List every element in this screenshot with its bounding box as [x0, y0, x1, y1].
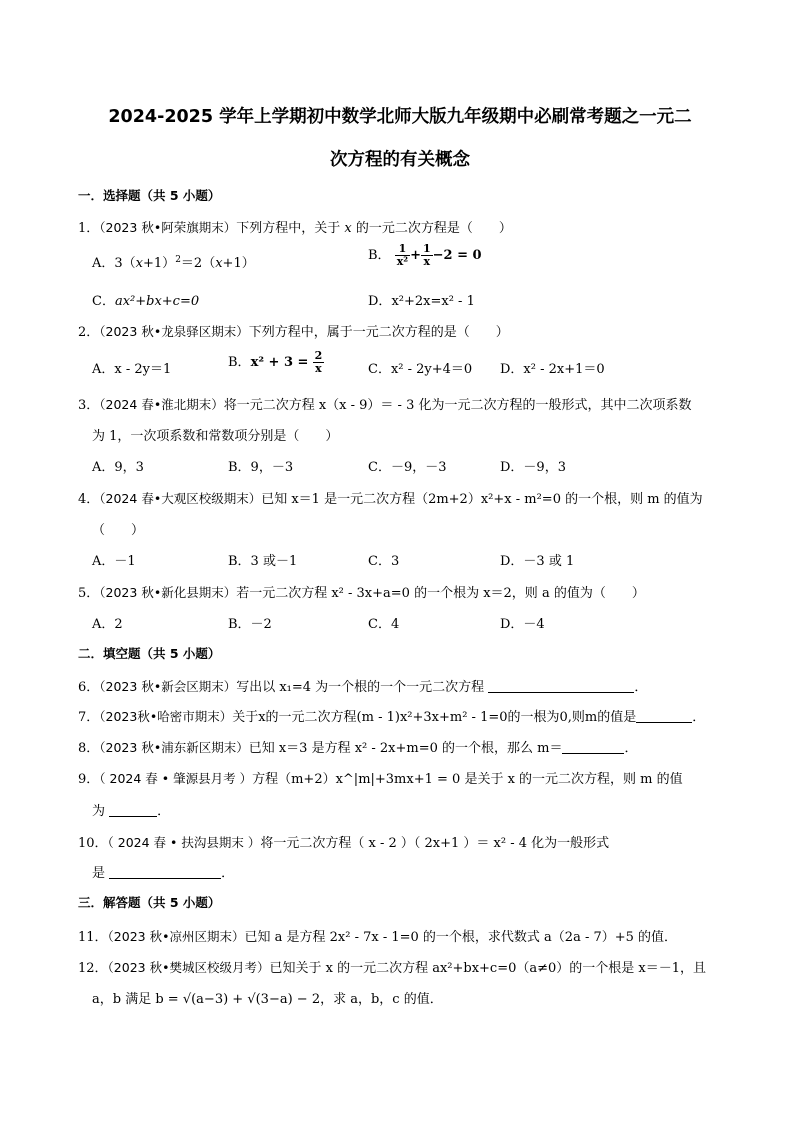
question-text: 关于x的一元二次方程(m - 1)x²+3x+m² - 1=0的一根为0,则m的值是	[232, 710, 637, 725]
question-number: 5．	[78, 586, 100, 601]
punctuation: ．	[157, 804, 171, 819]
punctuation: ．	[221, 866, 235, 881]
question-number: 4．	[78, 492, 100, 507]
question-source: （2023 秋•凉州区期末）	[107, 929, 245, 944]
question-number: 6．	[78, 680, 100, 695]
q5-option-a: A．2	[92, 617, 123, 632]
answer-blank[interactable]	[109, 804, 157, 817]
punctuation: ．	[624, 741, 638, 756]
question-10-cont	[92, 862, 234, 881]
answer-blank[interactable]	[562, 741, 624, 754]
question-4-cont: （ ）	[92, 523, 145, 538]
q3-option-c: C．－9，－3	[368, 460, 447, 475]
denominator: x²	[396, 255, 409, 268]
expr-part: +1）	[222, 256, 255, 271]
question-source: （ 2024 春 • 扶沟县期末 ）	[107, 835, 261, 850]
question-7	[78, 706, 705, 725]
question-9-cont	[92, 800, 170, 819]
question-text: 是	[92, 866, 106, 881]
q1-option-b	[368, 243, 482, 268]
question-source: （2023 秋•樊城区校级月考）	[107, 960, 270, 975]
denominator: x	[423, 255, 431, 268]
question-text: 将一元二次方程 x（x - 9）＝ - 3 化为一元二次方程的一般形式，其中二次项系数	[223, 398, 692, 413]
question-text: 下列方程中，关于	[236, 221, 341, 236]
question-source: （2023 秋•新会区期末）	[99, 679, 237, 694]
q5-option-b: B．－2	[228, 617, 272, 632]
option-label: B．	[228, 355, 251, 370]
question-source: （ 2024 春 • 肇源县月考 ）	[99, 771, 253, 786]
fraction	[421, 243, 433, 268]
question-source: （2023 秋•浦东新区期末）	[99, 740, 249, 755]
question-number: 10．	[78, 836, 108, 851]
q2-option-b	[228, 350, 324, 375]
question-source: （2024 春•淮北期末）	[99, 397, 224, 412]
section-heading-answer: 三．解答题（共 5 小题）	[78, 895, 221, 910]
answer-blank[interactable]	[488, 680, 634, 693]
question-number: 8．	[78, 741, 100, 756]
question-5	[78, 582, 645, 601]
question-9	[78, 768, 683, 787]
option-label: A．	[92, 256, 115, 271]
fraction	[395, 243, 410, 268]
q5-option-c: C．4	[368, 617, 400, 632]
question-text: 为	[92, 804, 106, 819]
exponent: 2	[175, 255, 181, 265]
question-text: 方程（m+2）x^|m|+3mx+1 = 0 是关于 x 的一元二次方程，则 m 的值	[252, 772, 683, 787]
q2-option-c: C．x² - 2y+4＝0	[368, 362, 473, 377]
answer-blank[interactable]	[636, 710, 692, 723]
question-source: （2023秋•哈密市期末）	[99, 709, 233, 724]
question-3	[78, 394, 692, 413]
variable: x	[135, 256, 144, 271]
question-number: 9．	[78, 772, 100, 787]
question-6	[78, 676, 647, 695]
q4-option-a: A．－1	[92, 554, 136, 569]
expr-part: −2 = 0	[432, 248, 482, 263]
question-number: 7．	[78, 710, 100, 725]
question-source: （2023 秋•阿荣旗期末）	[99, 220, 237, 235]
punctuation: ．	[692, 710, 706, 725]
option-label: B．	[368, 248, 391, 263]
denominator: x	[315, 362, 322, 375]
q4-option-c: C．3	[368, 554, 400, 569]
expr-part: +1）	[143, 256, 176, 271]
question-text: 已知 x＝3 是方程 x² - 2x+m=0 的一个根，那么 m＝	[248, 741, 563, 756]
numerator: 2	[314, 349, 323, 362]
question-8	[78, 737, 638, 756]
question-text: 已知 a 是方程 2x² - 7x - 1=0 的一个根，求代数式 a（2a - 7）+5 的值．	[244, 930, 678, 945]
fraction	[313, 350, 325, 375]
q1-option-a	[92, 252, 255, 271]
q3-option-a: A．9，3	[92, 460, 144, 475]
question-number: 1．	[78, 221, 100, 236]
operator: +	[410, 248, 421, 263]
question-11	[78, 926, 677, 945]
expr-part: ＝2（	[180, 256, 216, 271]
q3-option-d: D．－9，3	[500, 460, 566, 475]
section-heading-choice: 一．选择题（共 5 小题）	[78, 188, 221, 203]
option-expr: ax²+bx+c=0	[114, 294, 200, 309]
question-text: 已知 x＝1 是一元二次方程（2m+2）x²+x - m²=0 的一个根，则 m 的值为	[261, 492, 703, 507]
question-text: 下列方程中，属于一元二次方程的是（ ）	[248, 325, 509, 340]
option-label: D．	[368, 294, 392, 309]
page-title-line1: 2024-2025 学年上学期初中数学北师大版九年级期中必刷常考题之一元二	[108, 107, 692, 127]
q1-option-d	[368, 290, 475, 309]
question-10	[78, 832, 609, 851]
question-text: 将一元二次方程（ x - 2 ）（ 2x+1 ）＝ x² - 4 化为一般形式	[260, 836, 610, 851]
question-text-end: 的一元二次方程是（ ）	[355, 221, 512, 236]
page-title-line2: 次方程的有关概念	[330, 150, 470, 170]
numerator: 1	[423, 242, 431, 255]
question-12-cont: a，b 满足 b = √(a−3) + √(3−a) − 2，求 a，b，c 的值．	[92, 992, 443, 1007]
question-number: 12．	[78, 961, 108, 976]
option-label: C．	[92, 294, 115, 309]
question-number: 2．	[78, 325, 100, 340]
option-expr: x² + 3 =	[250, 355, 309, 370]
question-4	[78, 488, 703, 507]
question-text: 已知关于 x 的一元二次方程 ax²+bx+c=0（a≠0）的一个根是 x＝－1，且	[269, 961, 707, 976]
q5-option-d: D．－4	[500, 617, 545, 632]
q1-option-c	[92, 290, 199, 309]
question-1	[78, 217, 512, 236]
question-source: （2023 秋•龙泉驿区期末）	[99, 324, 249, 339]
q4-option-b: B．3 或－1	[228, 554, 298, 569]
variable: x	[344, 221, 352, 236]
question-source: （2024 春•大观区校级期末）	[99, 491, 262, 506]
q4-option-d: D．－3 或 1	[500, 554, 575, 569]
q3-option-b: B．9，－3	[228, 460, 294, 475]
variable: x	[215, 256, 223, 271]
punctuation: ．	[634, 680, 648, 695]
numerator: 1	[395, 243, 410, 256]
q2-option-d: D．x² - 2x+1＝0	[500, 362, 605, 377]
question-2	[78, 321, 509, 340]
option-expr: x²+2x=x² - 1	[391, 294, 475, 309]
answer-blank[interactable]	[109, 866, 221, 879]
question-text: 若一元二次方程 x² - 3x+a=0 的一个根为 x＝2，则 a 的值为（ ）	[236, 586, 645, 601]
question-number: 3．	[78, 398, 100, 413]
question-3-cont: 为 1，一次项系数和常数项分别是（ ）	[92, 429, 339, 444]
question-text: 写出以 x₁=4 为一个根的一个一元二次方程	[236, 680, 485, 695]
section-heading-fill: 二．填空题（共 5 小题）	[78, 646, 221, 661]
question-source: （2023 秋•新化县期末）	[99, 585, 237, 600]
expr-part: 3（	[114, 256, 136, 271]
q2-option-a: A．x - 2y＝1	[92, 362, 172, 377]
question-number: 11．	[78, 930, 108, 945]
question-12	[78, 957, 706, 976]
